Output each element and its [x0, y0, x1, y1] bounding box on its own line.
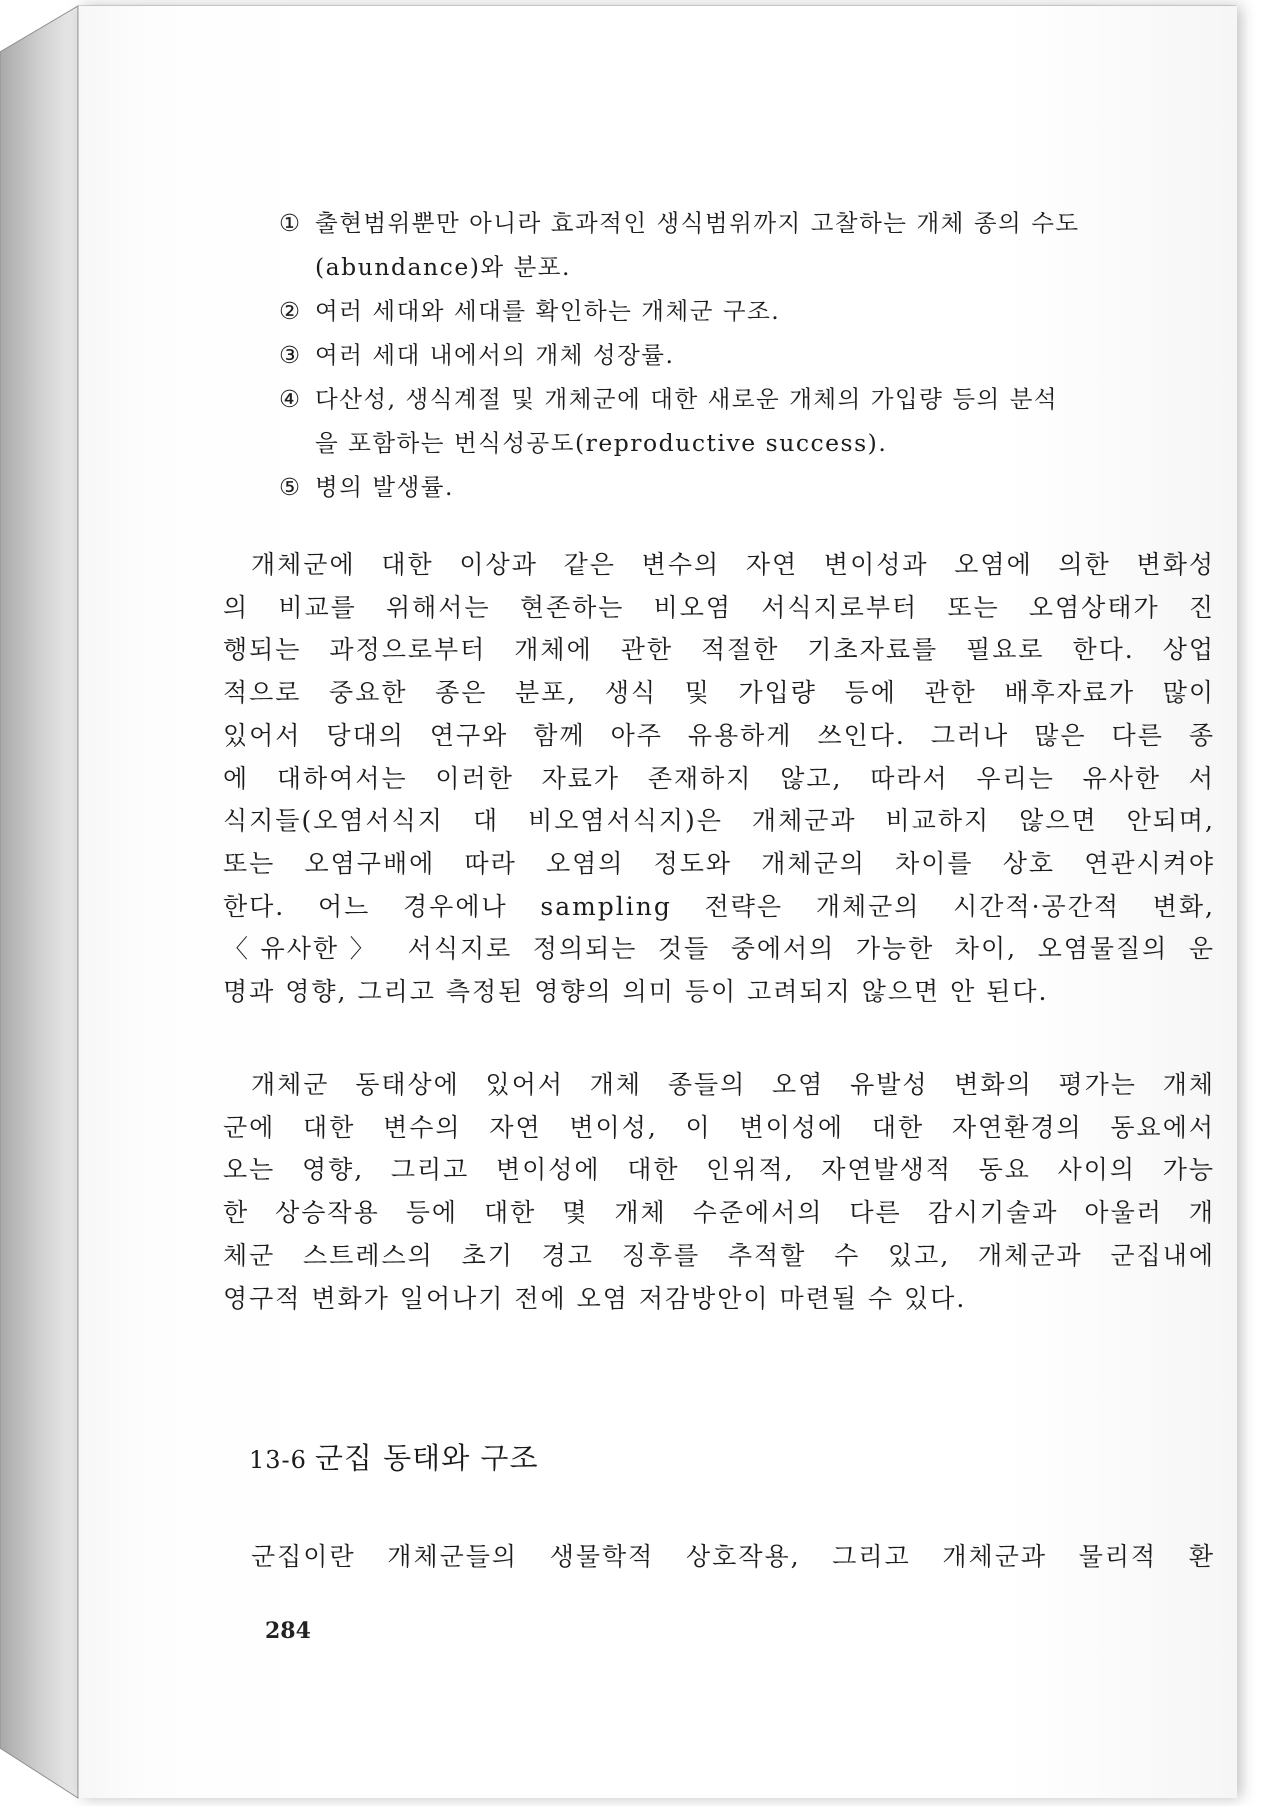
paragraph-line: 에 대하여서는 이러한 자료가 존재하지 않고, 따라서 우리는 유사한 서 [223, 763, 1215, 793]
paragraph-1 [223, 544, 1215, 1014]
paragraph-2 [223, 1064, 1215, 1320]
page-content [79, 6, 1237, 1798]
paragraph-line: 체군 스트레스의 초기 경고 징후를 추적할 수 있고, 개체군과 군집내에 [223, 1240, 1215, 1270]
paragraph-line: 적으로 중요한 종은 분포, 생식 및 가입량 등에 관한 배후자료가 많이 [223, 678, 1215, 708]
paragraph-line: 의 비교를 위해서는 현존하는 비오염 서식지로부터 또는 오염상태가 진 [223, 592, 1215, 622]
book-page [78, 6, 1237, 1798]
paragraph-line: 개체군에 대한 이상과 같은 변수의 자연 변이성과 오염에 의한 변화성 [251, 550, 1215, 579]
paragraph-line: 행되는 과정으로부터 개체에 관한 적절한 기초자료를 필요로 한다. 상업 [223, 635, 1215, 665]
list-item-continuation: 을 포함하는 번식성공도(reproductive success). [315, 429, 888, 457]
section-number: 13-6 [249, 1446, 307, 1474]
paragraph-line: 한 상승작용 등에 대한 몇 개체 수준에서의 다른 감시기술과 아울러 개 [223, 1198, 1215, 1228]
list-item-4 [279, 377, 1215, 465]
list-marker: ② [279, 297, 302, 325]
paragraph-line: 식지들(오염서식지 대 비오염서식지)은 개체군과 비교하지 않으면 안되며, [223, 806, 1215, 836]
list-item-2 [279, 289, 1215, 333]
paragraph-3 [223, 1536, 1215, 1579]
paragraph-line: 오는 영향, 그리고 변이성에 대한 인위적, 자연발생적 동요 사이의 가능 [223, 1155, 1215, 1185]
paragraph-line: 명과 영향, 그리고 측정된 영향의 의미 등이 고려되지 않으면 안 된다. [223, 977, 1049, 1007]
list-item-text: 다산성, 생식계절 및 개체군에 대한 새로운 개체의 가입량 등의 분석 [315, 385, 1059, 413]
list-marker: ③ [279, 341, 302, 369]
list-item-1 [279, 201, 1215, 289]
list-item-5 [279, 465, 1215, 509]
paragraph-line: 한다. 어느 경우에나 sampling 전략은 개체군의 시간적·공간적 변화, [223, 891, 1215, 921]
page-number: 284 [265, 1618, 311, 1644]
section-heading [249, 1436, 538, 1477]
paragraph-line: 또는 오염구배에 따라 오염의 정도와 개체군의 차이를 상호 연관시켜야 [223, 848, 1215, 878]
paragraph-line: 영구적 변화가 일어나기 전에 오염 저감방안이 마련될 수 있다. [223, 1283, 967, 1313]
list-marker: ① [279, 209, 302, 237]
paragraph-line: 군에 대한 변수의 자연 변이성, 이 변이성에 대한 자연환경의 동요에서 [223, 1112, 1215, 1142]
list-item-continuation: (abundance)와 분포. [315, 253, 571, 281]
list-item-text: 여러 세대와 세대를 확인하는 개체군 구조. [315, 297, 781, 325]
section-title: 군집 동태와 구조 [314, 1441, 539, 1475]
list-item-text: 병의 발생률. [315, 473, 454, 501]
paragraph-line: 있어서 당대의 연구와 함께 아주 유용하게 쓰인다. 그러나 많은 다른 종 [223, 720, 1215, 750]
list-marker: ④ [279, 385, 302, 413]
list-item-3 [279, 333, 1215, 377]
list-marker: ⑤ [279, 473, 302, 501]
paragraph-line: 군집이란 개체군들의 생물학적 상호작용, 그리고 개체군과 물리적 환 [251, 1542, 1215, 1571]
list-item-text: 출현범위뿐만 아니라 효과적인 생식범위까지 고찰하는 개체 종의 수도 [315, 209, 1080, 237]
paragraph-line: 〈유사한〉 서식지로 정의되는 것들 중에서의 가능한 차이, 오염물질의 운 [223, 934, 1215, 964]
list-item-text: 여러 세대 내에서의 개체 성장률. [315, 341, 675, 369]
paragraph-line: 개체군 동태상에 있어서 개체 종들의 오염 유발성 변화의 평가는 개체 [251, 1070, 1215, 1099]
